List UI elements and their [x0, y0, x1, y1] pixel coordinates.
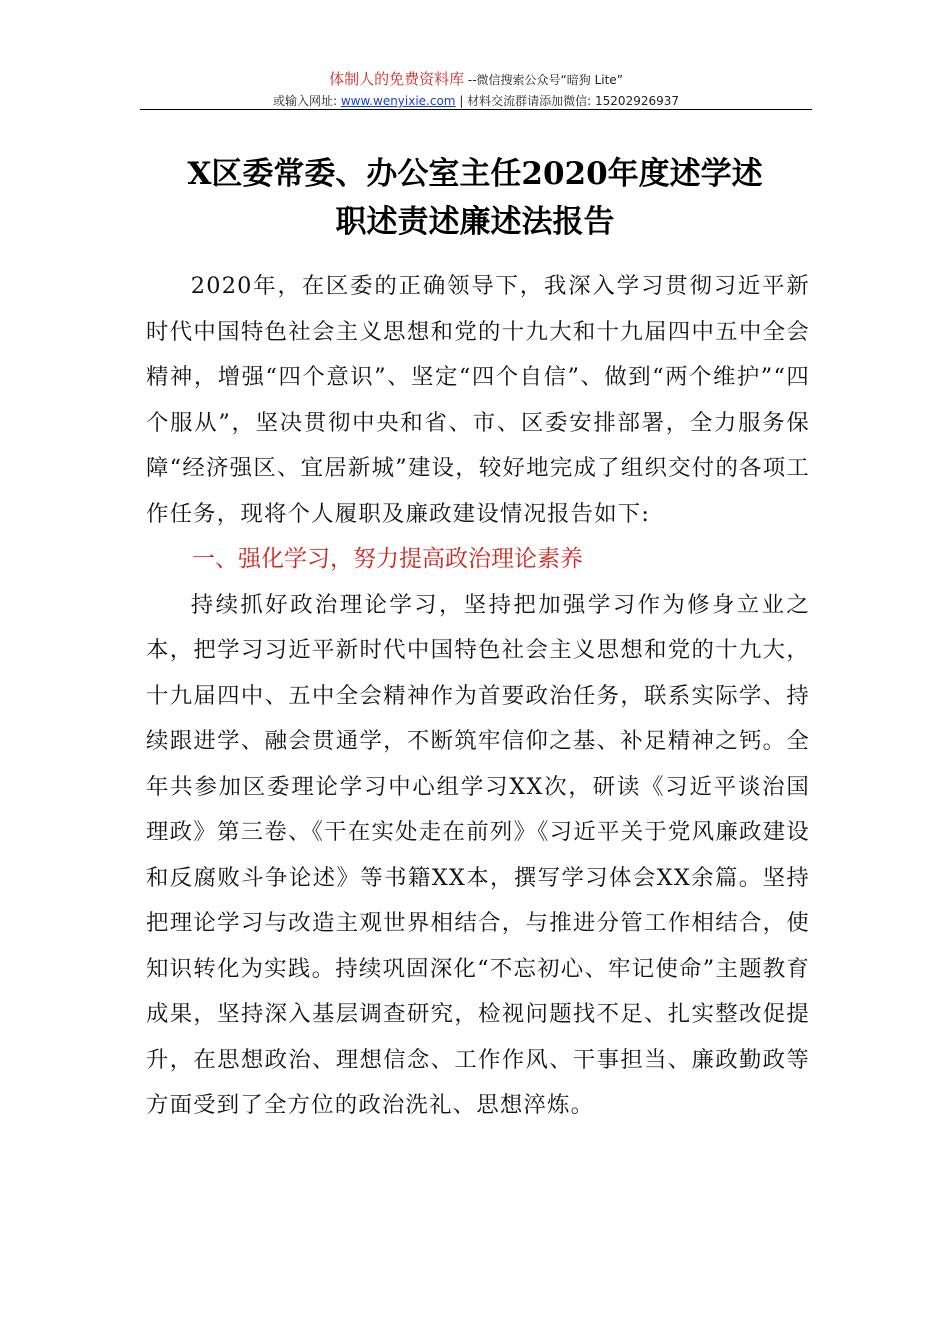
intro-paragraph: 2020年，在区委的正确领导下，我深入学习贯彻习近平新时代中国特色社会主义思想和党的十九大和十九届四中五中全会精神，增强“四个意识”、坚定“四个自信”、做到“两个维护”“四个服从”，坚决贯彻中央和省、市、区委安排部署，全力服务保障“经济强区、宜居新城”建设，较好地完成了组织交付的各项工作任务，现将个人履职及廉政建设情况报告如下:	[146, 273, 810, 527]
header-url-link[interactable]: www.wenyixie.com	[340, 94, 456, 108]
header-divider	[140, 109, 812, 110]
section-1-paragraph: 持续抓好政治理论学习，坚持把加强学习作为修身立业之本，把学习习近平新时代中国特色社会主义思想和党的十九大，十九届四中、五中全会精神作为首要政治任务，联系实际学、持续跟进学、融会贯通学，不断筑牢信仰之基、补足精神之钙。全年共参加区委理论学习中心组学习XX次，研读《习近平谈治国理政》第三卷、《干在实处走在前列》《习近平关于党风廉政建设和反腐败斗争论述》等书籍XX本，撰写学习体会XX余篇。坚持把理论学习与改造主观世界相结合，与推进分管工作相结合，使知识转化为实践。持续巩固深化“不忘初心、牢记使命”主题教育成果，坚持深入基层调查研究，检视问题找不足、扎实整改促提升，在思想政治、理想信念、工作作风、干事担当、廉政勤政等方面受到了全方位的政治洗礼、思想淬炼。	[146, 591, 810, 1118]
document-title-line-2: 职述责述廉述法报告	[335, 204, 615, 240]
header-line-2	[140, 92, 812, 110]
header-brand: 体制人的免费资料库	[329, 70, 465, 88]
header-subtitle: --微信搜索公众号“暗狗 Lite”	[464, 73, 623, 87]
section-1-heading: 一、强化学习，努力提高政治理论素养	[192, 546, 583, 572]
header-line-1	[140, 70, 812, 89]
page-header	[140, 70, 812, 110]
document-body	[146, 264, 810, 1129]
header-contact: | 材料交流群请添加微信: 15202926937	[455, 94, 680, 108]
document-title-line-1: X区委常委、办公室主任2020年度述学述	[187, 156, 763, 192]
document-title	[120, 150, 830, 246]
header-url-prefix: 或输入网址:	[272, 94, 341, 108]
